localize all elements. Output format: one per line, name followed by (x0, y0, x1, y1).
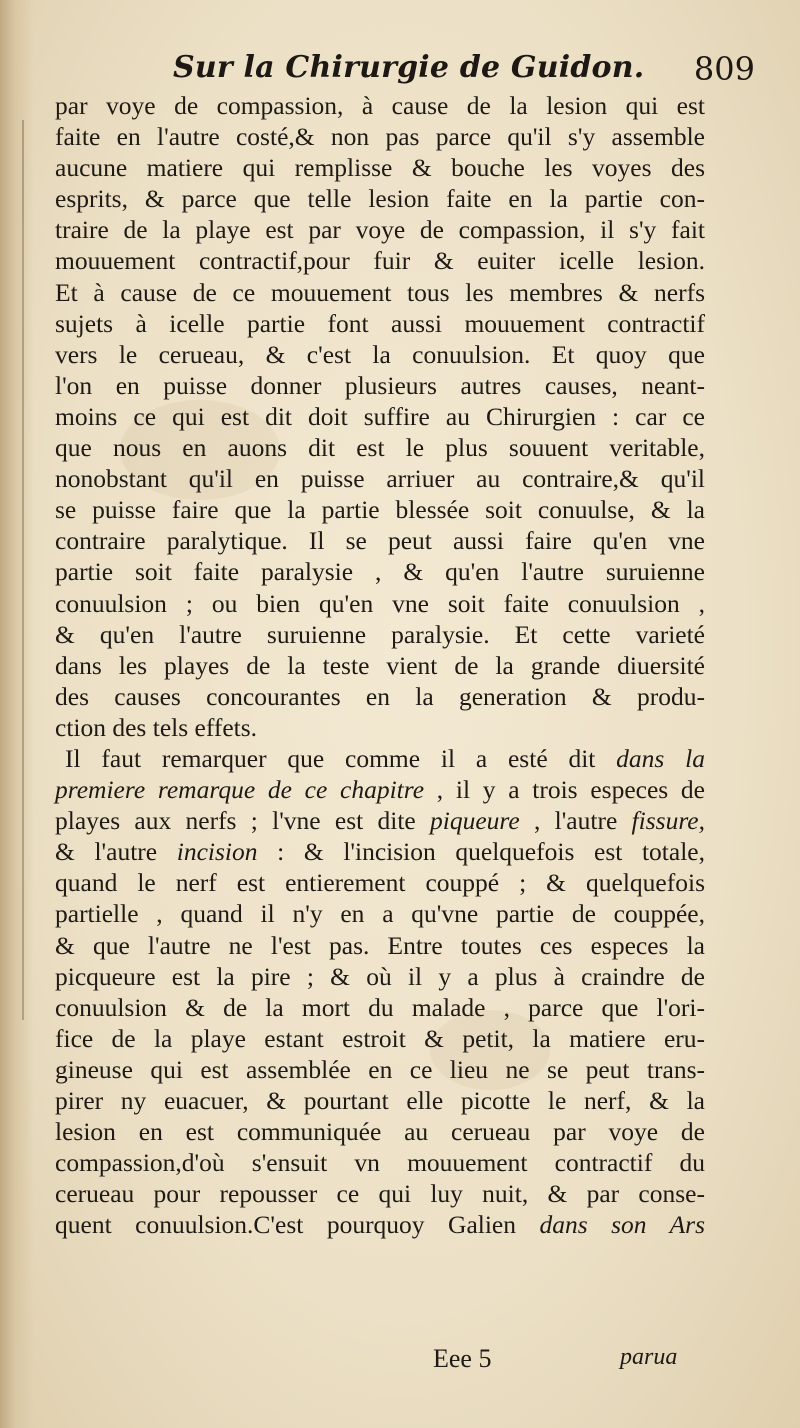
line-text: gineuse qui est assemblée en ce lieu ne se peut trans- (55, 1054, 705, 1084)
text-line (55, 556, 705, 587)
line-text: , il y a trois especes de (424, 775, 705, 805)
text-line (55, 588, 705, 619)
italic-text: fissure, (631, 806, 705, 836)
line-text: vers le cerueau, & c'est la conuulsion. Et quoy que (55, 339, 705, 369)
line-text: faite en l'autre costé,& non pas parce qu'il s'y assemble (55, 122, 705, 152)
line-text: moins ce qui est dit doit suffire au Chirurgien : car ce (55, 401, 705, 431)
line-text: compassion,d'où s'ensuit vn mouuement contractif du (55, 1148, 705, 1178)
text-line (55, 432, 705, 463)
text-line (55, 867, 705, 898)
line-text: l'on en puisse donner plusieurs autres causes, neant- (55, 370, 705, 400)
text-line (55, 308, 705, 339)
text-line (55, 152, 705, 183)
text-line (55, 650, 705, 681)
page-header (55, 48, 755, 92)
text-line (55, 1178, 705, 1209)
gutter-fold-line (22, 120, 24, 1020)
line-text: fice de la playe estant estroit & petit, la matiere eru- (55, 1023, 705, 1053)
line-text: partie soit faite paralysie , & qu'en l'autre suruienne (55, 557, 705, 587)
text-line (55, 1147, 705, 1178)
text-line (55, 121, 705, 152)
line-text: , l'autre (519, 806, 632, 836)
line-text: traire de la playe est par voye de compassion, il s'y fait (55, 215, 705, 245)
line-text: lesion en est communiquée au cerueau par voye de (55, 1117, 705, 1147)
text-line (55, 930, 705, 961)
running-title: Sur la Chirurgie de Guidon. (173, 50, 645, 85)
line-text: playes aux nerfs ; l'vne est dite (55, 806, 430, 836)
text-line (55, 712, 705, 743)
italic-text: dans la (616, 743, 705, 773)
line-text: & l'autre (55, 837, 177, 867)
text-line (55, 774, 705, 805)
text-line (55, 1085, 705, 1116)
text-line (55, 463, 705, 494)
text-line (55, 525, 705, 556)
line-text: sujets à icelle partie font aussi mouuement contractif (55, 308, 705, 338)
text-line (55, 494, 705, 525)
text-line (55, 836, 705, 867)
line-text: quand le nerf est entierement couppé ; & quelquefois (55, 868, 705, 898)
text-line (55, 277, 705, 308)
line-text: se puisse faire que la partie blessée soit conuulse, & la (55, 495, 705, 525)
text-line (55, 743, 705, 774)
page-footer (55, 1344, 705, 1378)
line-text: des causes concourantes en la generation & produ- (55, 681, 705, 711)
line-text: & qu'en l'autre suruienne paralysie. Et cette varieté (55, 619, 705, 649)
text-line (55, 245, 705, 276)
text-line (55, 992, 705, 1023)
line-text: ction des tels effets. (55, 712, 258, 742)
line-text: aucune matiere qui remplisse & bouche les voyes des (55, 153, 705, 183)
line-text: picqueure est la pire ; & où il y a plus à craindre de (55, 961, 705, 991)
text-line (55, 681, 705, 712)
line-text: quent conuulsion.C'est pourquoy Galien (55, 1210, 540, 1240)
line-text: conuulsion ; ou bien qu'en vne soit faite conuulsion , (55, 588, 705, 618)
italic-text: incision (176, 837, 258, 867)
italic-text: premiere remarque de ce chapitre (55, 775, 425, 805)
text-line (55, 1116, 705, 1147)
line-text: contraire paralytique. Il se peut aussi faire qu'en vne (55, 526, 705, 556)
text-line (55, 1209, 705, 1240)
italic-text: piqueure (430, 806, 520, 836)
catchword: parua (620, 1344, 678, 1370)
line-text: cerueau pour repousser ce qui luy nuit, & par conse- (55, 1179, 705, 1209)
line-text: conuulsion & de la mort du malade , parce que l'ori- (55, 992, 705, 1022)
line-text: : & l'incision quelquefois est totale, (257, 837, 705, 867)
text-line (55, 339, 705, 370)
text-line (55, 1023, 705, 1054)
text-line (55, 214, 705, 245)
text-line (55, 619, 705, 650)
line-text: partielle , quand il n'y en a qu'vne partie de couppée, (55, 899, 705, 929)
line-text: dans les playes de la teste vient de la grande diuersité (55, 650, 705, 680)
line-text: que nous en auons dit est le plus souuent veritable, (55, 433, 705, 463)
line-text: pirer ny euacuer, & pourtant elle picotte le nerf, & la (55, 1086, 705, 1115)
line-text: nonobstant qu'il en puisse arriuer au contraire,& qu'il (55, 464, 705, 494)
italic-text: dans son Ars (539, 1210, 705, 1240)
line-text: esprits, & parce que telle lesion faite en la partie con- (55, 184, 705, 214)
line-text: Il faut remarquer que comme il a esté dit (65, 743, 617, 773)
line-text: Et à cause de ce mouuement tous les membres & nerfs (55, 277, 705, 307)
page-gutter-shadow (0, 0, 34, 1428)
text-line (55, 90, 705, 121)
page-number: 809 (693, 50, 755, 88)
line-text: mouuement contractif,pour fuir & euiter icelle lesion. (55, 246, 705, 276)
text-line (55, 183, 705, 214)
text-line (55, 805, 705, 836)
text-line (55, 370, 705, 401)
signature-mark: Eee 5 (433, 1344, 492, 1373)
line-text: & que l'autre ne l'est pas. Entre toutes ces especes la (55, 930, 705, 960)
text-line (55, 401, 705, 432)
text-line (55, 898, 705, 929)
text-line (55, 961, 705, 992)
text-line (55, 1054, 705, 1085)
line-text: par voye de compassion, à cause de la lesion qui est (55, 91, 705, 120)
body-text (55, 90, 705, 1240)
